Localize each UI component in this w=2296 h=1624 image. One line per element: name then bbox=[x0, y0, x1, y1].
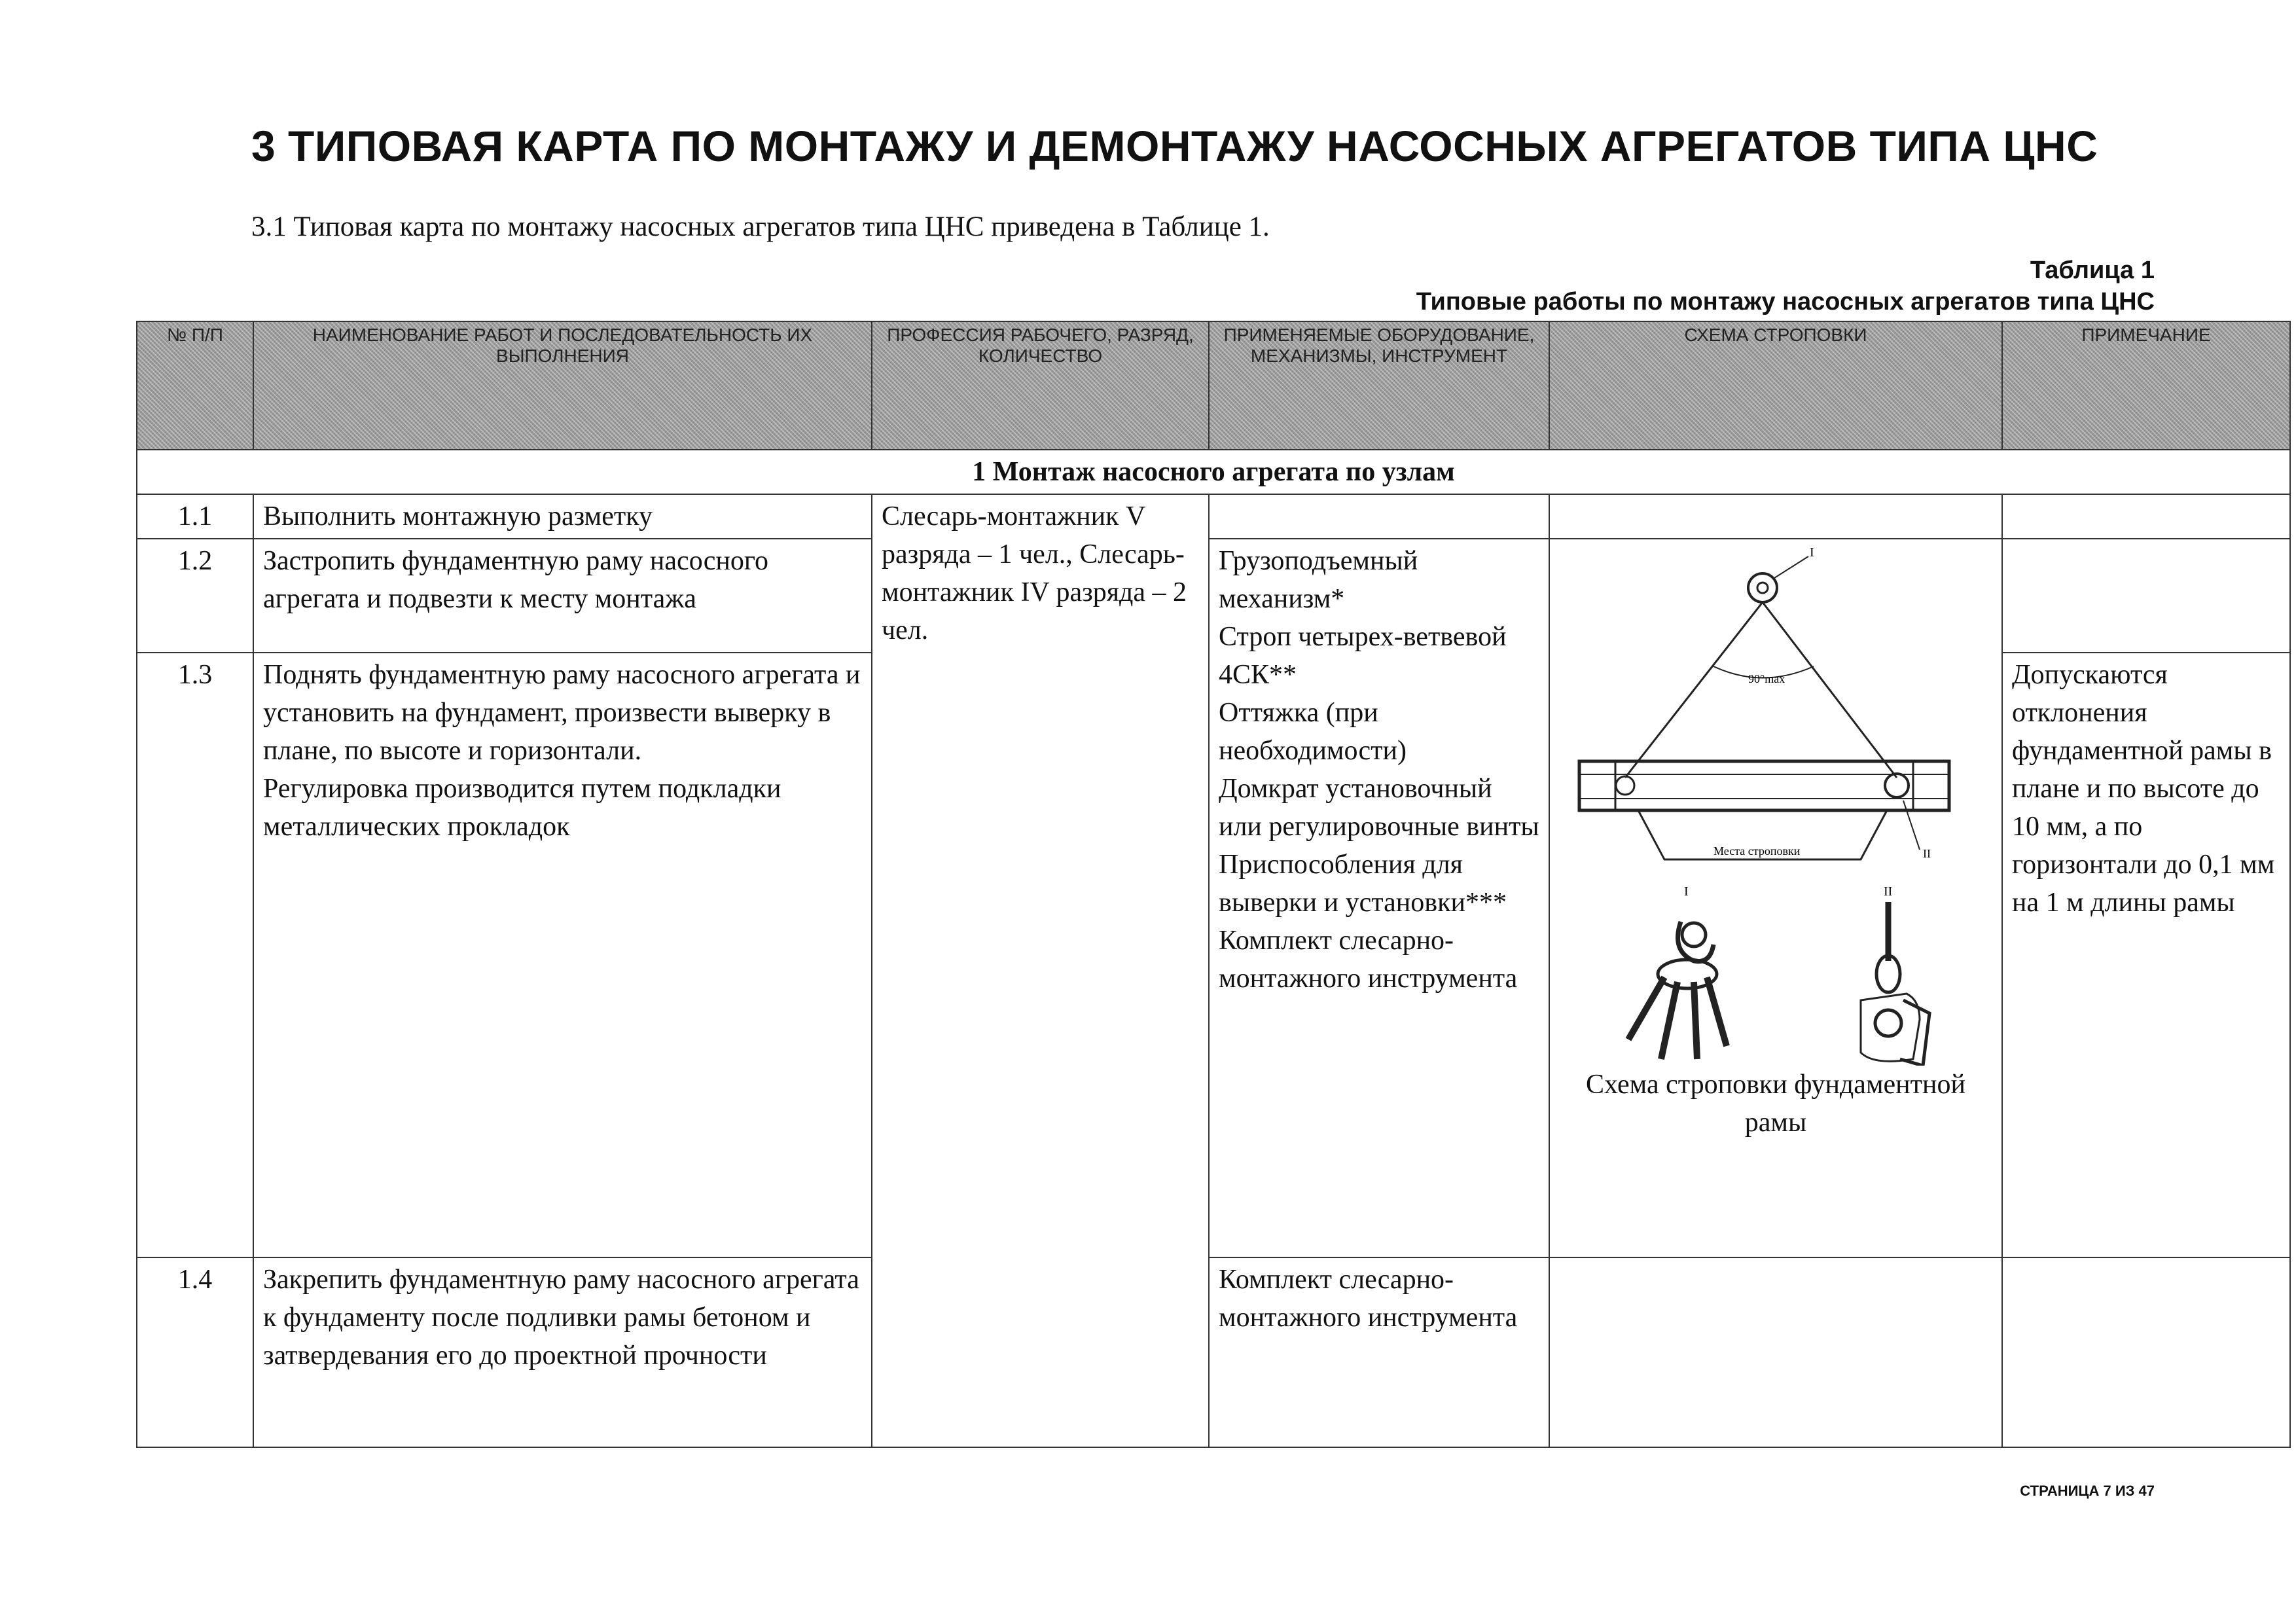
note-cell: Допускаются отклонения фундаментной рамы в плане и по высоте до 10 мм, а по горизонтали до 0,1 мм на 1 м длины рамы bbox=[2002, 653, 2290, 1257]
row-num: 1.3 bbox=[137, 653, 253, 1257]
page-number: СТРАНИЦА 7 ИЗ 47 bbox=[2020, 1483, 2155, 1499]
intro-paragraph: 3.1 Типовая карта по монтажу насосных агрегатов типа ЦНС приведена в Таблице 1. bbox=[251, 211, 1270, 242]
equipment-cell: Грузоподъемный механизм* Строп четырех-ветвевой 4СК** Оттяжка (при необходимости) Домкрат установочный или регулировочные винты Приспособления для выверки и установки*** Комплект слесарно-монтажного инструмента bbox=[1209, 539, 1549, 1257]
table-caption: Типовые работы по монтажу насосных агрегатов типа ЦНС bbox=[1416, 288, 2155, 316]
empty-cell bbox=[1549, 494, 2002, 539]
rigging-diagram bbox=[1566, 542, 1985, 1066]
row-work: Закрепить фундаментную раму насосного агрегата к фундаменту после подливки рамы бетоном и затвердевания его до проектной прочности bbox=[253, 1257, 872, 1447]
rigging-schema bbox=[1549, 539, 2002, 1257]
row-num: 1.4 bbox=[137, 1257, 253, 1447]
work-table bbox=[136, 321, 2291, 1448]
header-note: ПРИМЕЧАНИЕ bbox=[2002, 321, 2290, 450]
label-ii-detail: II bbox=[1884, 884, 1893, 899]
empty-cell bbox=[1209, 494, 1549, 539]
section-title: 1 Монтаж насосного агрегата по узлам bbox=[137, 450, 2290, 494]
row-work: Выполнить монтажную разметку bbox=[253, 494, 872, 539]
equipment-cell: Комплект слесарно-монтажного инструмента bbox=[1209, 1257, 1549, 1447]
hook-ring-icon bbox=[1748, 573, 1777, 602]
angle-label: 90°max bbox=[1748, 672, 1785, 685]
header-schema: СХЕМА СТРОПОВКИ bbox=[1549, 321, 2002, 450]
profession-cell: Слесарь-монтажник V разряда – 1 чел., Слесарь-монтажник IV разряда – 2 чел. bbox=[872, 494, 1209, 1447]
page-title: 3 ТИПОВАЯ КАРТА ПО МОНТАЖУ И ДЕМОНТАЖУ НАСОСНЫХ АГРЕГАТОВ ТИПА ЦНС bbox=[251, 122, 2098, 170]
label-ii: II bbox=[1923, 847, 1931, 860]
header-work: НАИМЕНОВАНИЕ РАБОТ И ПОСЛЕДОВАТЕЛЬНОСТЬ ИХ ВЫПОЛНЕНИЯ bbox=[253, 321, 872, 450]
table-label: Таблица 1 bbox=[2030, 257, 2155, 284]
header-profession: ПРОФЕССИЯ РАБОЧЕГО, РАЗРЯД, КОЛИЧЕСТВО bbox=[872, 321, 1209, 450]
row-num: 1.2 bbox=[137, 539, 253, 653]
empty-cell bbox=[2002, 1257, 2290, 1447]
schema-caption: Схема строповки фундаментной рамы bbox=[1586, 1070, 1965, 1138]
row-work: Застропить фундаментную раму насосного агрегата и подвезти к месту монтажа bbox=[253, 539, 872, 653]
row-num: 1.1 bbox=[137, 494, 253, 539]
header-equipment: ПРИМЕНЯЕМЫЕ ОБОРУДОВАНИЕ, МЕХАНИЗМЫ, ИНСТРУМЕНТ bbox=[1209, 321, 1549, 450]
empty-cell bbox=[2002, 494, 2290, 539]
empty-cell bbox=[1549, 1257, 2002, 1447]
label-i-top: I bbox=[1810, 545, 1814, 560]
places-label: Места строповки bbox=[1713, 844, 1801, 857]
label-i-detail: I bbox=[1684, 884, 1689, 899]
row-work: Поднять фундаментную раму насосного агрегата и установить на фундамент, произвести выверку в плане, по высоте и горизонтали. Регулировка производится путем подкладки металлических прокладок bbox=[253, 653, 872, 1257]
empty-cell bbox=[2002, 539, 2290, 653]
header-num: № П/П bbox=[137, 321, 253, 450]
